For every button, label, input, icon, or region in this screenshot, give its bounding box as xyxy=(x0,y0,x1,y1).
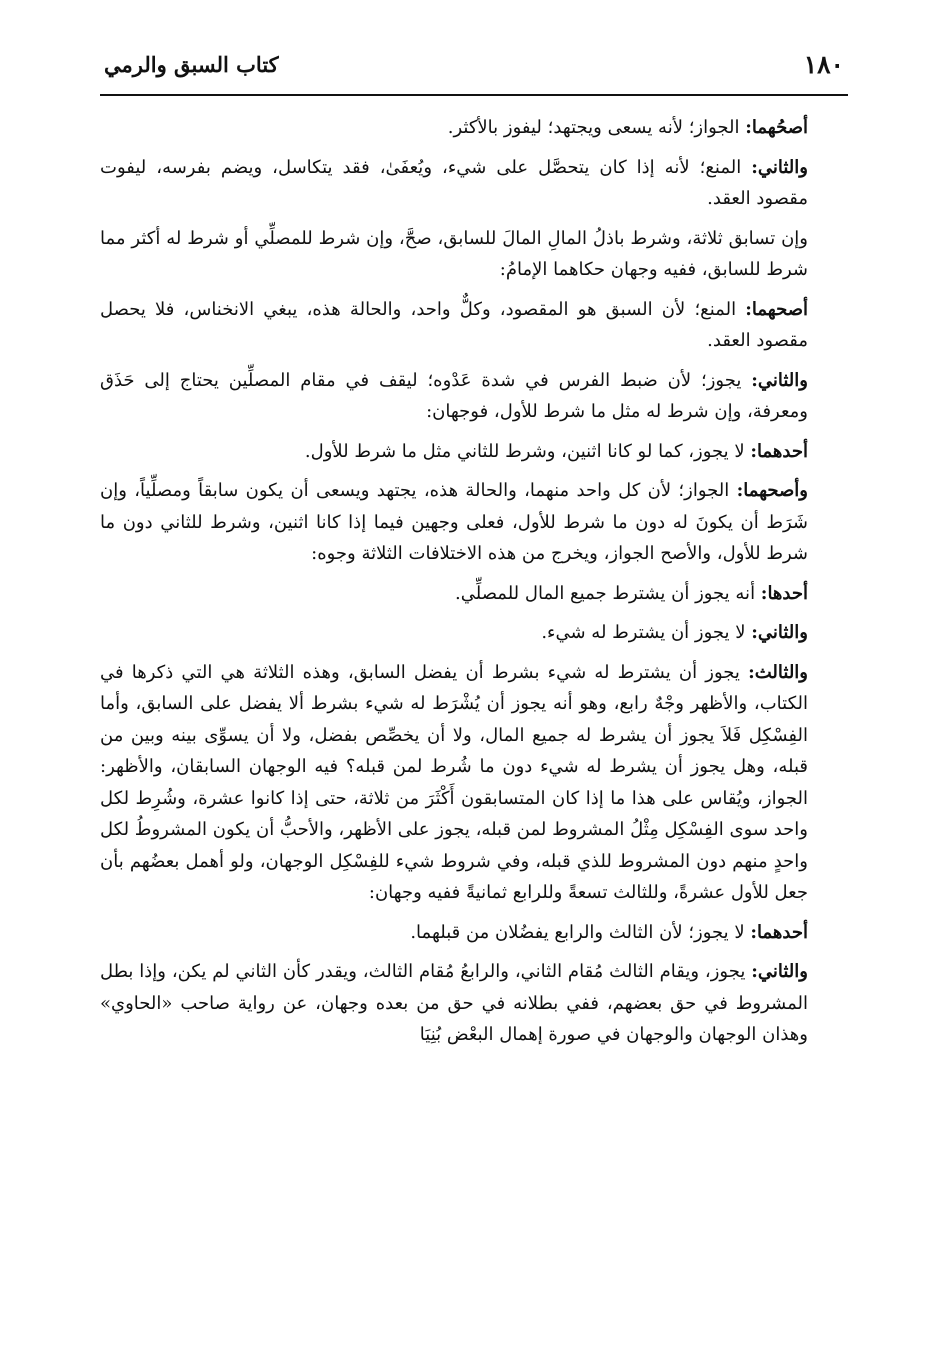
paragraph xyxy=(100,112,848,144)
paragraph xyxy=(100,294,848,357)
paragraph-text: يجوز، ويقام الثالث مُقام الثاني، والرابعُ مُقام الثالث، ويقدر كأن الثاني لم يكن، وإذا بطل المشروط في حق بعضهم، ففي بطلانه في حق من بعده وجهان، عن رواية صاحب «الحاوي» وهذان الوجهان والوجهان في صورة إهمال البعْض بُنِيَا xyxy=(100,961,808,1045)
paragraph xyxy=(100,223,848,286)
page-header xyxy=(100,46,848,96)
paragraph-label: والثاني: xyxy=(751,156,808,178)
paragraph xyxy=(100,475,848,570)
paragraph-text: لا يجوز أن يشترط له شيء. xyxy=(541,622,752,643)
paragraph-label: أحدهما: xyxy=(750,440,808,462)
paragraph-label: والثالث: xyxy=(748,661,808,683)
paragraph-text: الجواز؛ لأنه يسعى ويجتهد؛ ليفوز بالأكثر. xyxy=(447,117,746,138)
paragraph-text: أنه يجوز أن يشترط جميع المال للمصلِّي. xyxy=(455,582,761,604)
paragraph-label: أصحهما: xyxy=(745,298,808,320)
paragraph-label: والثاني: xyxy=(751,369,808,391)
paragraph xyxy=(100,578,848,610)
body-text xyxy=(100,112,848,1059)
paragraph-text: يجوز؛ لأن ضبط الفرس في شدة عَدْوه؛ ليقف في مقام المصلِّين يحتاج إلى حَذَق ومعرفة، وإن شرط له مثل ما شرط للأول، فوجهان: xyxy=(100,369,808,422)
paragraph xyxy=(100,657,848,909)
paragraph xyxy=(100,617,848,649)
running-title: كتاب السبق والرمي xyxy=(104,52,279,77)
paragraph xyxy=(100,152,848,215)
paragraph-label: والثاني: xyxy=(751,622,808,643)
paragraph-text: المنع؛ لأنه إذا كان يتحصَّل على شيء، ويُعفَىٰ، فقد يتكاسل، ويضم بفرسه، ليفوت مقصود العقد. xyxy=(100,156,808,209)
paragraph-text: الجواز؛ لأن كل واحد منهما، والحالة هذه، يجتهد ويسعى أن يكون سابقاً ومصلِّياً، وإن شَرَط أن يكونَ له دون ما شرط للأول، فعلى وجهين فيما إذا كانا اثنين، وشرط للثاني دون ما شرط للأول، والأصح الجواز، ويخرج من هذه الاختلافات الثلاثة وجوه: xyxy=(100,480,808,564)
paragraph xyxy=(100,436,848,468)
paragraph xyxy=(100,365,848,428)
paragraph-text: يجوز أن يشترط له شيء بشرط أن يفضل السابق، وهذه الثلاثة هي التي ذكرها في الكتاب، والأظهر وجْهٌ رابع، وهو أنه يجوز أن يُشْرَط له شيء بشرط ألا يفضل على السابق، وأما الفِسْكِل فَلاَ يجوز أن يشرط له جميع المال، ولا أن يخصِّص بفضل، ولا أن يسوِّى بينه وبين من قبله، وهل يجوز أن يشرط له شيء دون ما شُرط لمن قبله؟ فيه الوجهان السابقان، والأظهر: الجواز، ويُقاس على هذا ما إذا كان المتسابقون أَكْثَرَ من ثلاثة، حتى إذا كانوا عشرة، وشُرِط لكل واحد سوى الفِسْكِل مِثْلُ المشروط لمن قبله، يجوز على الأظهر، والأحبُّ أن يكون المشروطُ لكل واحدٍ منهم دون المشروط للذي قبله، وفي شروط شيء للفِسْكِل الوجهان، ولو أهمل بعضُهم بأن جعل للأول عشرةً، وللثالث تسعةً وللرابع ثمانيةً ففيه وجهان: xyxy=(100,661,809,903)
paragraph xyxy=(100,956,848,1051)
paragraph-text: المنع؛ لأن السبق هو المقصود، وكلٌّ واحد، والحالة هذه، يبغي الانخناس، فلا يحصل مقصود العقد. xyxy=(100,298,808,351)
paragraph-text: لا يجوز؛ لأن الثالث والرابع يفضُلان من قبلهما. xyxy=(410,921,751,943)
page-number: ١٨٠ xyxy=(803,50,844,79)
paragraph-text: وإن تسابق ثلاثة، وشرط باذلُ المالِ المالَ للسابق، صحَّ، وإن شرط للمصلِّي أو شرط له أكثر مما شرط للسابق، ففيه وجهان حكاهما الإمامُ: xyxy=(100,227,808,280)
paragraph xyxy=(100,917,848,949)
paragraph-label: وأصحهما: xyxy=(736,480,808,501)
paragraph-label: والثاني: xyxy=(751,961,808,982)
paragraph-label: أحدها: xyxy=(760,582,808,604)
paragraph-text: لا يجوز، كما لو كانا اثنين، وشرط للثاني مثل ما شرط للأول. xyxy=(304,440,751,462)
paragraph-label: أصحُهما: xyxy=(745,117,808,138)
paragraph-label: أحدهما: xyxy=(750,921,808,943)
